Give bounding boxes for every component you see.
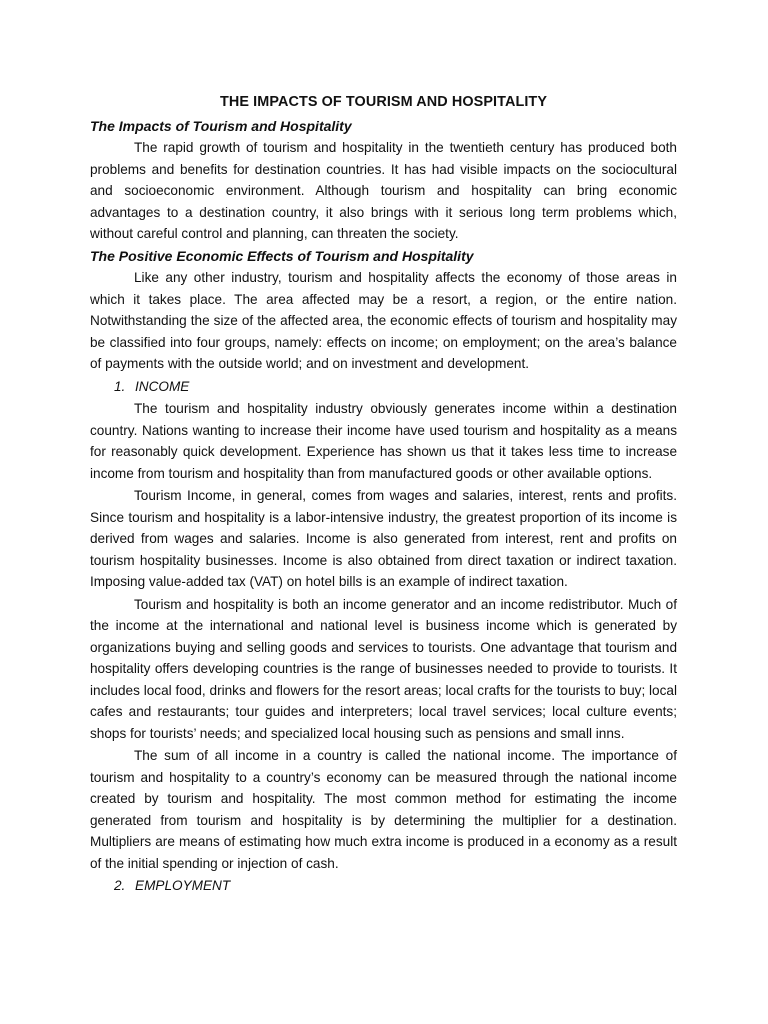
paragraph-income-2: Tourism Income, in general, comes from wages and salaries, interest, rents and profits. Since tourism and hospitality is a labor-intensive industry, the greatest proportion of its income is derived from wages and salaries. Income is also generated from interest, rent and profits on tourism hospitality businesses. Income is also obtained from direct taxation or indirect taxation. Imposing value-added tax (VAT) on hotel bills is an example of indirect taxation. [90,488,677,589]
paragraph-income-4: The sum of all income in a country is called the national income. The importance of tourism and hospitality to a country’s economy can be measured through the national income created by tourism and hospitality. The most common method for estimating the income generated from tourism and hospitality is by determining the multiplier for a destination. Multipliers are means of estimating how much extra income is produced in a economy as a result of the initial spending or injection of cash. [90,748,677,871]
list-item-employment [90,875,677,897]
list-number: 2. [114,878,126,893]
section-heading-impacts: The Impacts of Tourism and Hospitality [90,117,352,134]
list-item-income [90,376,677,398]
list-label: EMPLOYMENT [135,878,231,893]
list-label: INCOME [135,378,190,394]
list-number: 1. [114,378,126,394]
paragraph-intro: The rapid growth of tourism and hospitality in the twentieth century has produced both problems and benefits for destination countries. It has had visible impacts on the sociocultural and socioeconomic environment. Although tourism and hospitality can bring economic advantages to a destination country, it also brings with it serious long term problems which, without careful control and planning, can threaten the society. [90,140,677,241]
paragraph-income-1: The tourism and hospitality industry obviously generates income within a destination country. Nations wanting to increase their income have used tourism and hospitality as a means for reasonably quick development. Experience has shown us that it takes less time to increase income from tourism and hospitality than from manufactured goods or other available options. [90,401,677,481]
document-page [90,92,677,898]
paragraph-income-3: Tourism and hospitality is both an income generator and an income redistributor. Much of the income at the international and national level is business income which is generated by organizations buying and selling goods and services to tourists. One advantage that tourism and hospitality offers developing countries is the range of businesses needed to provide to tourists. It includes local food, drinks and flowers for the resort areas; local crafts for the tourists to buy; local cafes and restaurants; tour guides and interpreters; local travel services; local culture events; shops for tourists’ needs; and specialized local housing such as pensions and small inns. [90,596,677,741]
document-title: THE IMPACTS OF TOURISM AND HOSPITALITY [219,94,548,110]
section-heading-positive-economic-effects: The Positive Economic Effects of Tourism and Hospitality [90,247,474,264]
paragraph-economic-effects: Like any other industry, tourism and hospitality affects the economy of those areas in which it takes place. The area affected may be a resort, a region, or the entire nation. Notwithstanding the size of the affected area, the economic effects of tourism and hospitality may be classified into four groups, namely: effects on income; on employment; on the area’s balance of payments with the outside world; and on investment and development. [90,270,677,371]
